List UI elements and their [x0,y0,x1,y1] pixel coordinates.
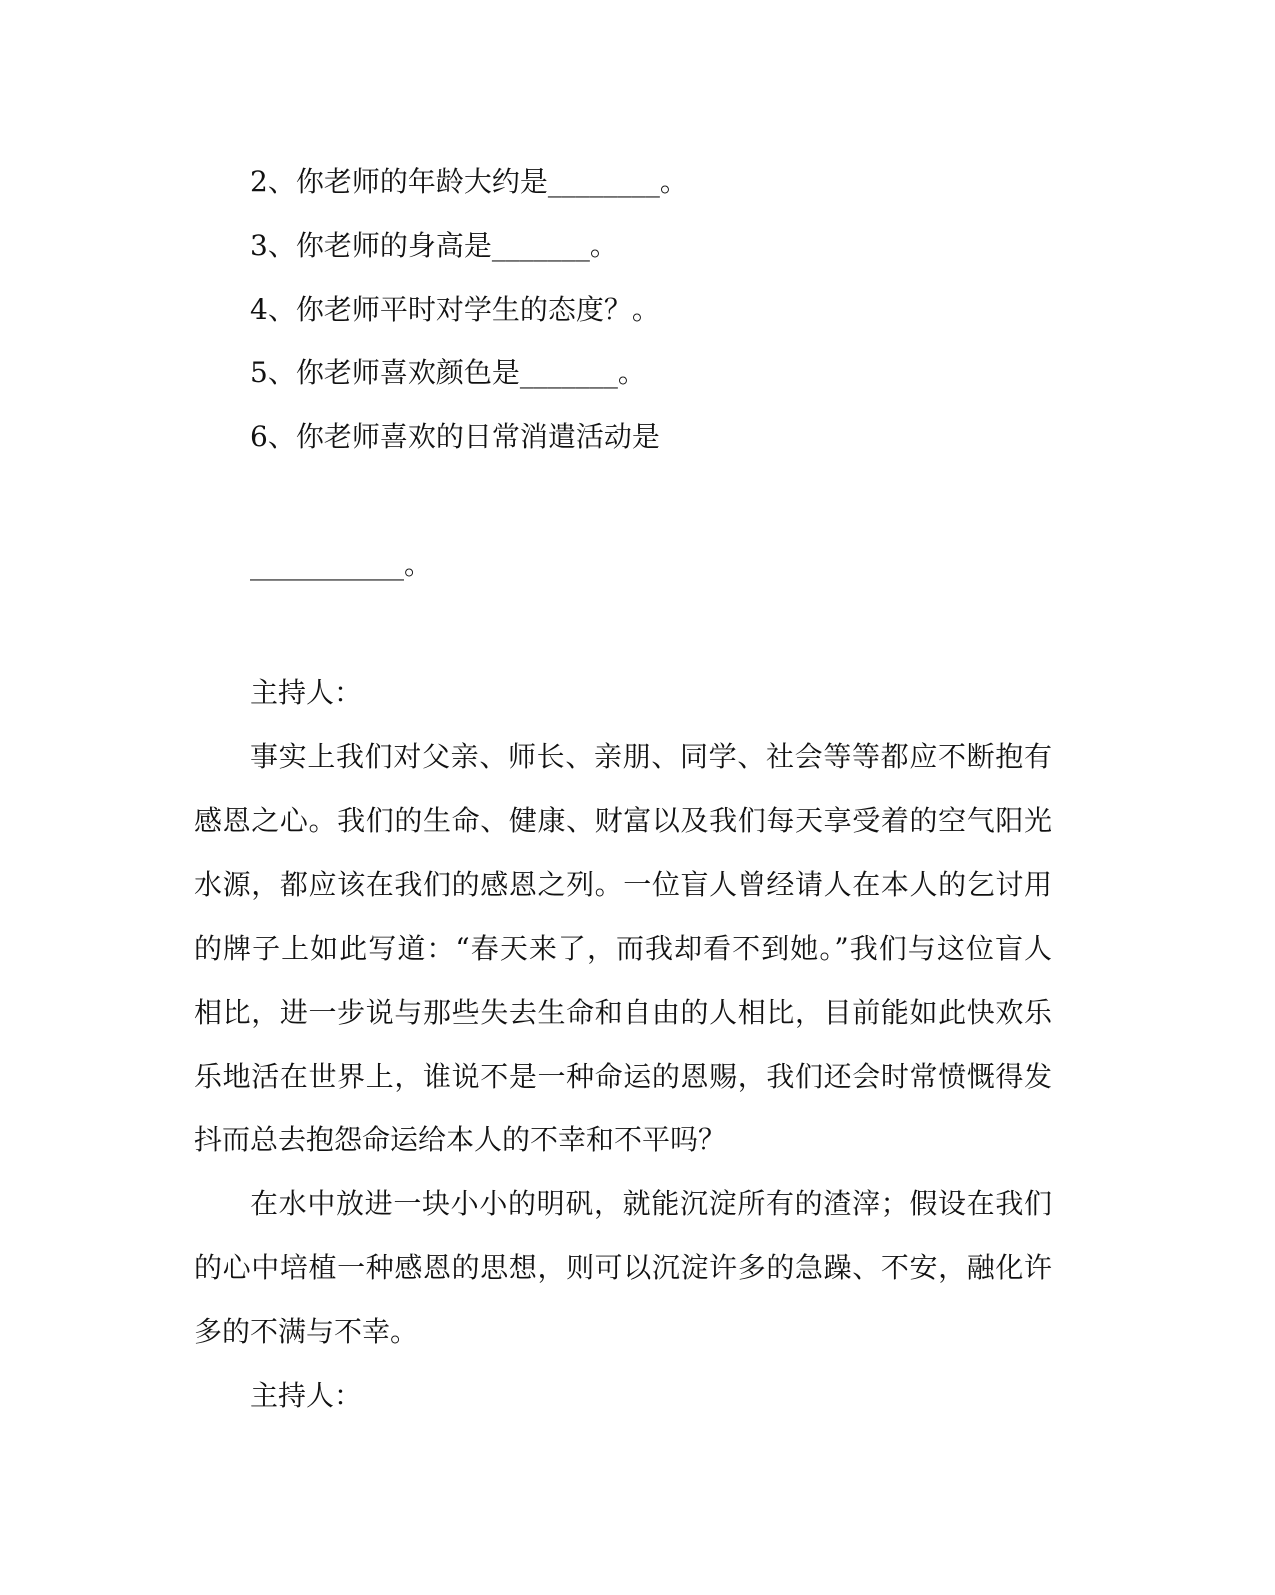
question-4: 4、你老师平时对学生的态度？。 [250,293,660,326]
paragraph-1-line: 事实上我们对父亲、师长、亲朋、同学、社会等等都应不断抱有 [250,740,1052,773]
question-6-answer-blank: ___________。 [250,548,433,581]
question-3: 3、你老师的身高是_______。 [250,229,618,262]
question-6: 6、你老师喜欢的日常消遣活动是 [250,420,660,453]
paragraph-2-line: 的心中培植一种感恩的思想，则可以沉淀许多的急躁、不安，融化许 [194,1251,1052,1284]
paragraph-2-line: 多的不满与不幸。 [194,1315,419,1348]
host-label: 主持人： [250,1379,363,1412]
paragraph-1-line: 相比，进一步说与那些失去生命和自由的人相比，目前能如此快欢乐 [194,996,1052,1029]
paragraph-1-line: 水源，都应该在我们的感恩之列。一位盲人曾经请人在本人的乞讨用 [194,868,1052,901]
paragraph-1-line: 乐地活在世界上，谁说不是一种命运的恩赐，我们还会时常愤慨得发 [194,1060,1052,1093]
paragraph-1-line: 感恩之心。我们的生命、健康、财富以及我们每天享受着的空气阳光 [194,804,1052,837]
paragraph-1-line: 的牌子上如此写道：“春天来了，而我却看不到她。”我们与这位盲人 [194,932,1052,965]
question-2: 2、你老师的年龄大约是________。 [250,165,688,198]
paragraph-2-line: 在水中放进一块小小的明矾，就能沉淀所有的渣滓；假设在我们 [250,1187,1052,1220]
host-label: 主持人： [250,676,363,709]
question-5: 5、你老师喜欢颜色是_______。 [250,356,646,389]
paragraph-1-line: 抖而总去抱怨命运给本人的不幸和不平吗？ [194,1123,727,1156]
